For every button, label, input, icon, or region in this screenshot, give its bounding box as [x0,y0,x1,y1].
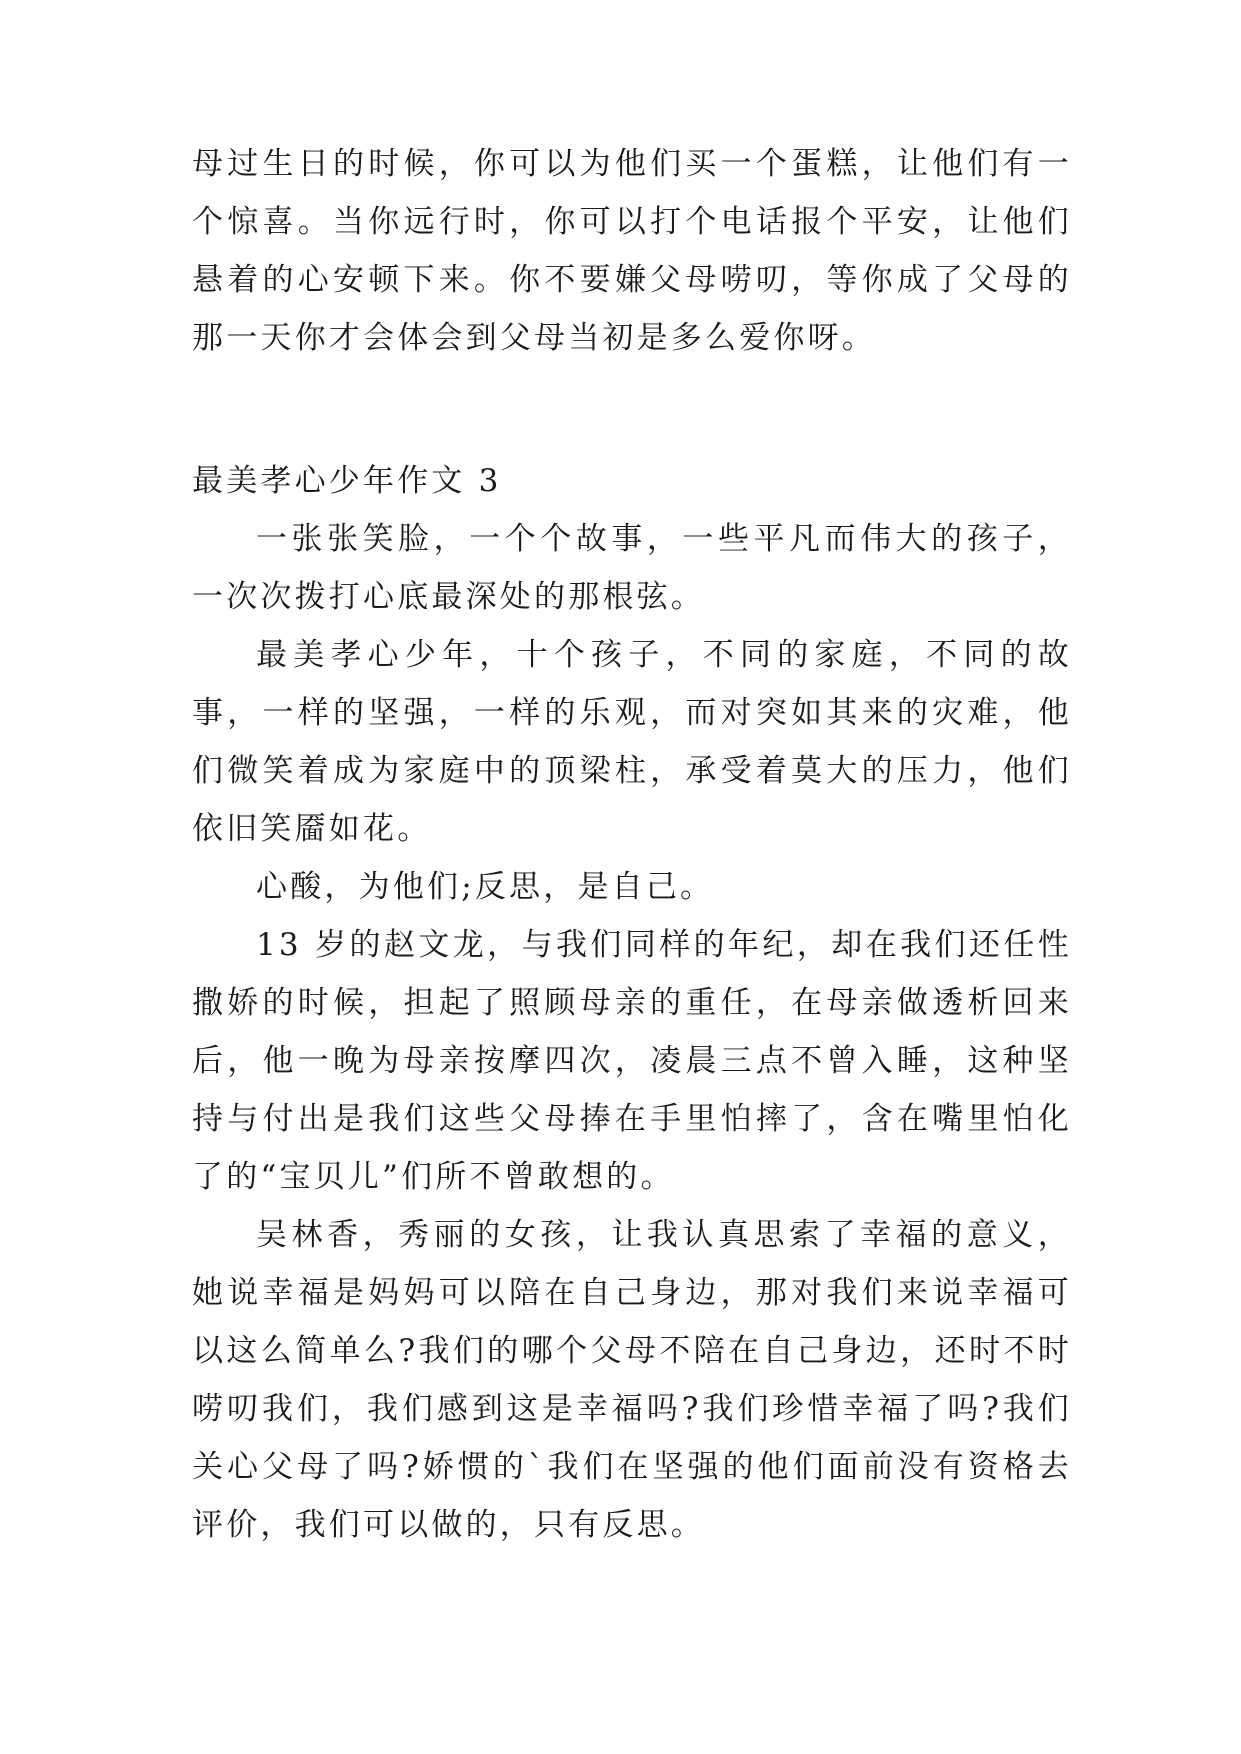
essay-paragraph-4: 13 岁的赵文龙，与我们同样的年纪，却在我们还任性撒娇的时候，担起了照顾母亲的重任，在母亲做透析回来后，他一晚为母亲按摩四次，凌晨三点不曾入睡，这种坚持与付出是我们这些父母捧在手里怕摔了，含在嘴里怕化了的“宝贝儿”们所不曾敢想的。 [192,927,1072,1195]
continuation-paragraph: 母过生日的时候，你可以为他们买一个蛋糕，让他们有一个惊喜。当你远行时，你可以打个电话报个平安，让他们悬着的心安顿下来。你不要嫌父母唠叨，等你成了父母的那一天你才会体会到父母当初是多么爱你呀。 [192,146,1072,356]
essay-paragraph-5: 吴林香，秀丽的女孩，让我认真思索了幸福的意义，她说幸福是妈妈可以陪在自己身边，那对我们来说幸福可以这么简单么?我们的哪个父母不陪在自己身边，还时不时唠叨我们，我们感到这是幸福吗?我们珍惜幸福了吗?我们关心父母了吗?娇惯的`我们在坚强的他们面前没有资格去评价，我们可以做的，只有反思。 [192,1217,1072,1543]
section-title: 最美孝心少年作文 3 [192,463,502,499]
continuation-block [192,135,1072,367]
essay-paragraph-1: 一张张笑脸，一个个故事，一些平凡而伟大的孩子，一次次拨打心底最深处的那根弦。 [192,521,1072,615]
essay-paragraph-2: 最美孝心少年，十个孩子，不同的家庭，不同的故事，一样的坚强，一样的乐观，而对突如其来的灾难，他们微笑着成为家庭中的顶梁柱，承受着莫大的压力，他们依旧笑靥如花。 [192,637,1072,847]
essay-body [192,452,1072,1554]
essay-paragraph-3: 心酸，为他们;反思，是自己。 [256,869,715,905]
